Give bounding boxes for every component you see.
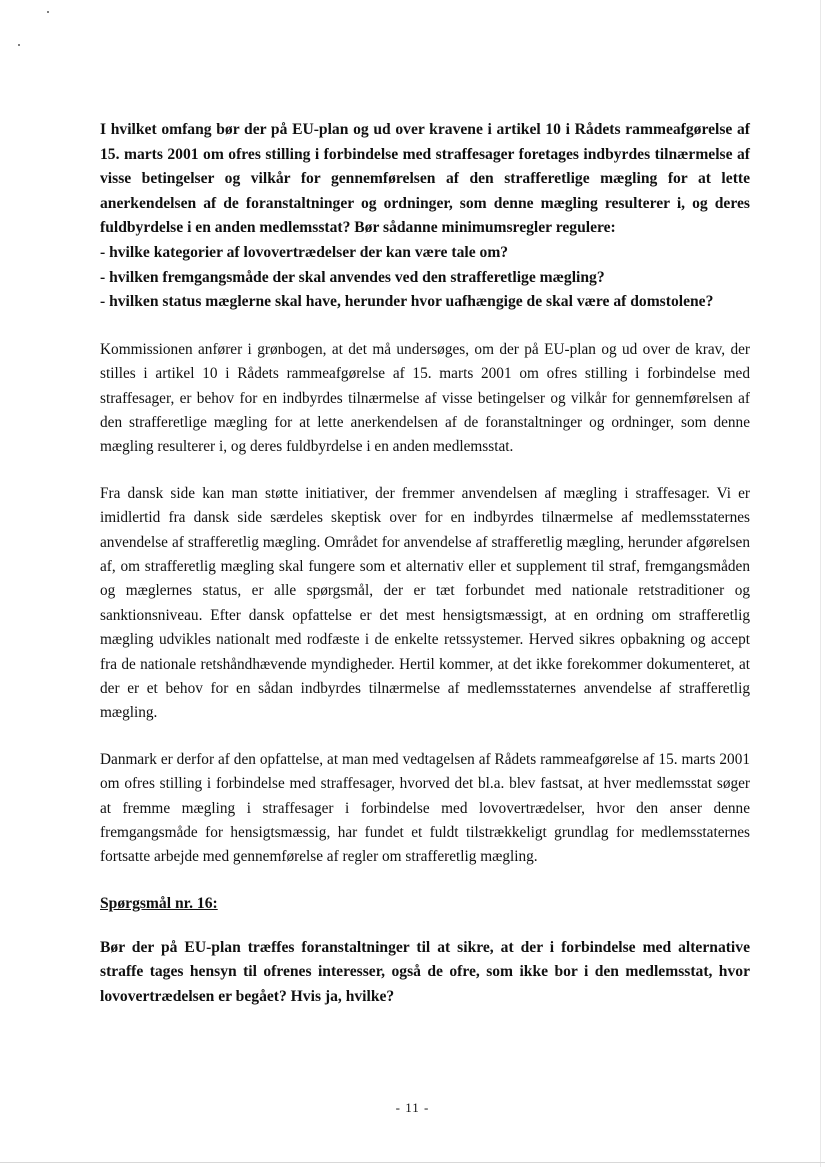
- question-15-block: [100, 118, 750, 315]
- question-15-bullet: - hvilke kategorier af lovovertrædelser der kan være tale om?: [100, 243, 509, 261]
- body-paragraph: Danmark er derfor af den opfattelse, at man med vedtagelsen af Rådets rammeafgørelse af 15. marts 2001 om ofres stilling i forbindelse med straffesager, hvorved det bl.a. blev fastsat, at hver medlemsstat søger at fremme mægling i straffesager i forbindelse med lovovertrædelser, hvor den anser denne fremgangsmåde for hensigtsmæssig, har fundet et fuldt tilstrækkeligt grundlag for medlemsstaternes fortsatte arbejde med gennemførelse af regler om strafferetlig mægling.: [100, 750, 750, 866]
- document-content: [100, 118, 750, 1010]
- page-number: - 11 -: [395, 1100, 430, 1115]
- scan-edge-bottom: [0, 1162, 825, 1163]
- scan-speck: [47, 11, 49, 13]
- question-16-text: Bør der på EU-plan træffes foranstaltninger til at sikre, at der i forbindelse med alternative straffe tages hensyn til ofrenes interesser, også de ofre, som ikke bor i den medlemsstat, hvor lovovertrædelsen er begået? Hvis ja, hvilke?: [100, 938, 750, 1006]
- scan-speck: [18, 44, 20, 46]
- question-16-heading: Spørgsmål nr. 16:: [100, 894, 218, 912]
- question-15-bullet: - hvilken status mæglerne skal have, herunder hvor uafhængige de skal være af domstolene?: [100, 293, 714, 311]
- question-16-block: [100, 936, 750, 1010]
- body-paragraph: Fra dansk side kan man støtte initiativer, der fremmer anvendelsen af mægling i straffesager. Vi er imidlertid fra dansk side særdeles skeptisk over for en indbyrdes tilnærmelse af medlemsstaternes anvendelse af strafferetlig mægling. Området for anvendelse af strafferetlig mægling, herunder afgørelsen af, om strafferetlig mægling skal fungere som et alternativ eller et supplement til straf, fremgangsmåden og mæglernes status, er alle spørgsmål, der er tæt forbundet med nationale retstraditioner og sanktionsniveau. Efter dansk opfattelse er det mest hensigtsmæssigt, at en ordning om strafferetlig mægling udvikles nationalt med rodfæste i de enkelte retssystemer. Herved sikres opbakning og accept fra de nationale retshåndhævende myndigheder. Hertil kommer, at det ikke forekommer dokumenteret, at der er et behov for en sådan indbyrdes tilnærmelse af medlemsstaternes anvendelse af strafferetlig mægling.: [100, 484, 750, 722]
- scan-edge-right: [820, 0, 821, 1167]
- question-15-bullet: - hvilken fremgangsmåde der skal anvendes ved den strafferetlige mægling?: [100, 268, 605, 286]
- question-15-intro: I hvilket omfang bør der på EU-plan og ud over kravene i artikel 10 i Rådets rammeafgørelse af 15. marts 2001 om ofres stilling i forbindelse med straffesager foretages indbyrdes tilnærmelse af visse betingelser og vilkår for gennemførelsen af den strafferetlige mægling for at lette anerkendelsen af de foranstaltninger og ordninger, som denne mægling resulterer i, og deres fuldbyrdelse i en anden medlemsstat? Bør sådanne minimumsregler regulere:: [100, 121, 750, 237]
- body-paragraph: Kommissionen anfører i grønbogen, at det må undersøges, om der på EU-plan og ud over de krav, der stilles i artikel 10 i Rådets rammeafgørelse af 15. marts 2001 om ofres stilling i forbindelse med straffesager, er behov for en indbyrdes tilnærmelse af visse betingelser og vilkår for gennemførelsen af den strafferetlige mægling for at lette anerkendelsen af de foranstaltninger og ordninger, som denne mægling resulterer i, og deres fuldbyrdelse i en anden medlemsstat.: [100, 340, 750, 456]
